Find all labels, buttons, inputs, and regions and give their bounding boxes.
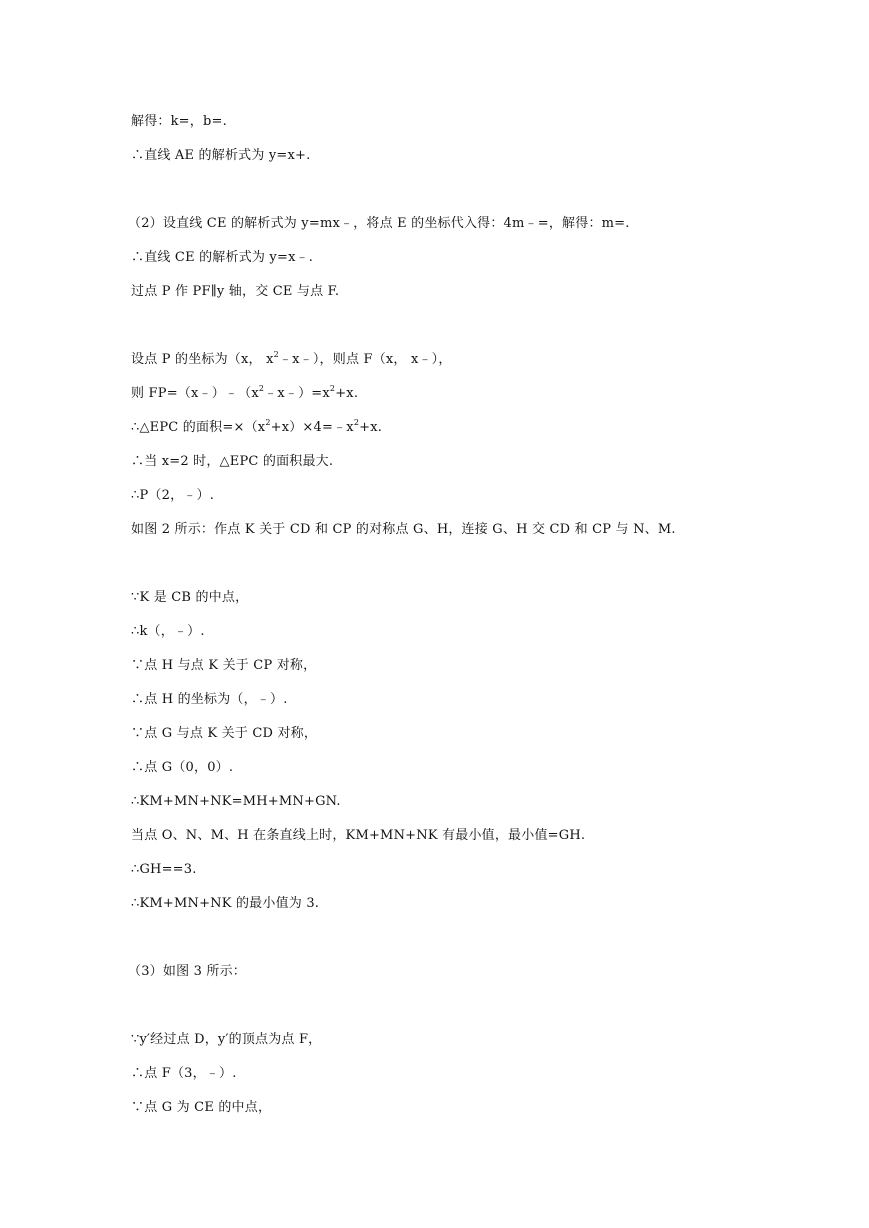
solution-line-18: ∴KM+MN+NK=MH+MN+GN.	[131, 794, 341, 809]
solution-line-13: ∴k（，﹣）.	[131, 624, 205, 639]
solution-line-24: ∴点 F（3，﹣）.	[131, 1066, 237, 1081]
solution-line-21: ∴KM+MN+NK 的最小值为 3.	[131, 896, 320, 911]
solution-line-22: （3）如图 3 所示：	[128, 964, 247, 979]
solution-line-14: ∵点 H 与点 K 关于 CP 对称，	[131, 658, 317, 673]
solution-line-20: ∴GH==3.	[131, 862, 197, 877]
line-7-exponent-b: 2	[329, 384, 336, 393]
line-8-text-a: ∴△EPC 的面积=×（x	[131, 420, 266, 435]
solution-line-17: ∴点 G（0，0）.	[131, 760, 234, 775]
solution-line-10: ∴P（2，﹣）.	[131, 488, 215, 503]
solution-line-3: （2）设直线 CE 的解析式为 y=mx﹣，将点 E 的坐标代入得：4m﹣=，解得：m=.	[128, 216, 630, 231]
solution-line-23: ∵y′经过点 D，y′的顶点为点 F，	[131, 1032, 322, 1047]
line-8-exponent-b: 2	[353, 418, 360, 427]
line-8-exponent-a: 2	[265, 418, 271, 427]
solution-line-11: 如图 2 所示：作点 K 关于 CD 和 CP 的对称点 G、H，连接 G、H 交 CD 和 CP 与 N、M.	[131, 522, 676, 537]
line-7-exponent-a: 2	[258, 384, 265, 393]
line-6-text-a: 设点 P 的坐标为（x， x	[131, 352, 274, 367]
line-7-text-a: 则 FP=（x﹣）﹣（x	[131, 386, 259, 401]
solution-line-15: ∴点 H 的坐标为（，﹣）.	[131, 692, 288, 707]
line-8-text-c: +x.	[359, 420, 383, 435]
solution-line-5: 过点 P 作 PF∥y 轴，交 CE 与点 F.	[131, 284, 340, 299]
line-7-text-c: +x.	[335, 386, 359, 401]
solution-line-6	[131, 351, 452, 369]
solution-line-19: 当点 O、N、M、H 在条直线上时，KM+MN+NK 有最小值，最小值=GH.	[131, 828, 586, 843]
line-6-text-b: ﹣x﹣），则点 F（x， x﹣），	[278, 352, 452, 367]
solution-line-9: ∴当 x=2 时，△EPC 的面积最大.	[131, 454, 334, 469]
solution-line-12: ∵K 是 CB 的中点，	[131, 590, 249, 605]
line-8-text-b: +x）×4=﹣x	[270, 420, 354, 435]
solution-line-2: ∴直线 AE 的解析式为 y=x+.	[131, 148, 311, 163]
solution-line-8	[131, 419, 382, 437]
solution-line-1: 解得：k=，b=.	[131, 114, 227, 129]
solution-line-4: ∴直线 CE 的解析式为 y=x﹣.	[131, 250, 314, 265]
solution-line-16: ∵点 G 与点 K 关于 CD 对称，	[131, 726, 318, 741]
solution-line-7	[131, 385, 358, 403]
line-7-text-b: ﹣x﹣）=x	[264, 386, 330, 401]
solution-line-25: ∵点 G 为 CE 的中点，	[131, 1100, 272, 1115]
line-6-exponent: 2	[273, 350, 279, 359]
